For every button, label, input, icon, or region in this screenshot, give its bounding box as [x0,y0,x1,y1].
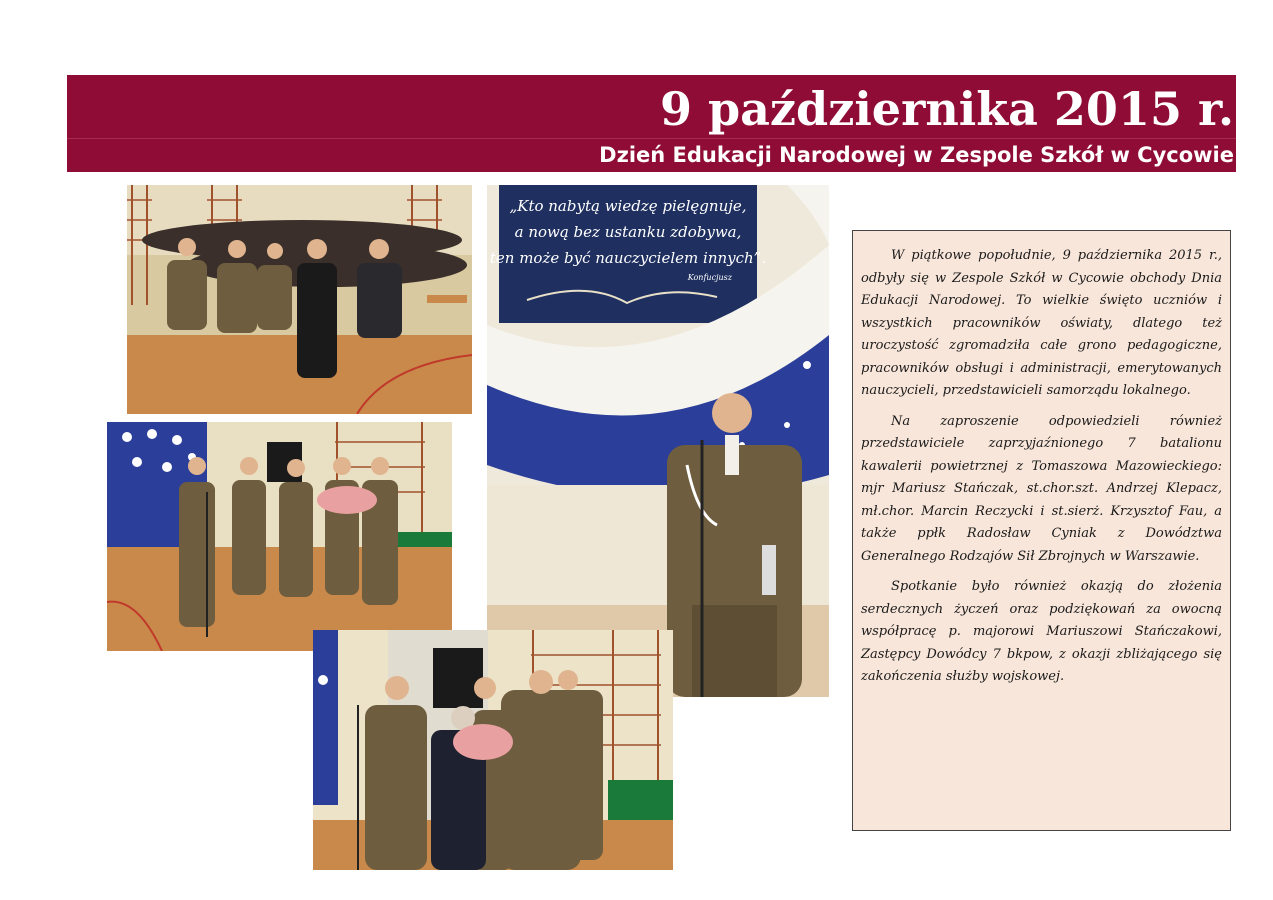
article-text-box [852,230,1231,831]
article-paragraph-1: W piątkowe popołudnie, 9 października 2015 r., odbyły się w Zespole Szkół w Cycowie obchody Dnia Edukacji Narodowej. To wielkie święto uczniów i wszystkich pracowników oświaty, dlatego też uroczystość zgromadziła całe grono pedagogiczne, pracowników obsługi i administracji, emerytowanych nauczycieli, przedstawicieli samorządu lokalnego. [861,248,1222,398]
article-paragraph-3: Spotkanie było również okazją do złożenia serdecznych życzeń oraz podziękowań za owocną współpracę p. majorowi Mariuszowi Stańczakowi, Zastępcy Dowódcy 7 bkpow, z okazji zbliżającego się zakończenia służby wojskowej. [861,579,1222,684]
banner-quote-author: Konfucjusz [687,273,732,282]
banner-quote-line-1: „Kto nabytą wiedzę pielęgnuje, [509,197,747,215]
photo-officers-bouquet [107,422,452,651]
header-banner [67,75,1236,172]
photo-audience [127,185,472,414]
banner-divider [67,138,1236,139]
banner-quote-line-2: a nową bez ustanku zdobywa, [514,223,742,241]
page-subtitle: Dzień Edukacji Narodowej w Zespole Szkół w Cycowie [599,143,1234,167]
banner-quote-line-3: ten może być nauczycielem innych”. [489,249,767,267]
photo-flowers-presentation [313,630,673,870]
photo-speaker [487,185,829,697]
article-paragraph-2: Na zaproszenie odpowiedzieli również przedstawiciele zaprzyjaźnionego 7 batalionu kawalerii powietrznej z Tomaszowa Mazowieckiego: mjr Mariusz Stańczak, st.chor.szt. Andrzej Klepacz, mł.chor. Marcin Reczycki i st.sierż. Krzysztof Fau, a także ppłk Radosław Cyniak z Dowództwa Generalnego Rodzajów Sił Zbrojnych w Warszawie. [861,413,1222,564]
page-title: 9 października 2015 r. [659,82,1234,136]
